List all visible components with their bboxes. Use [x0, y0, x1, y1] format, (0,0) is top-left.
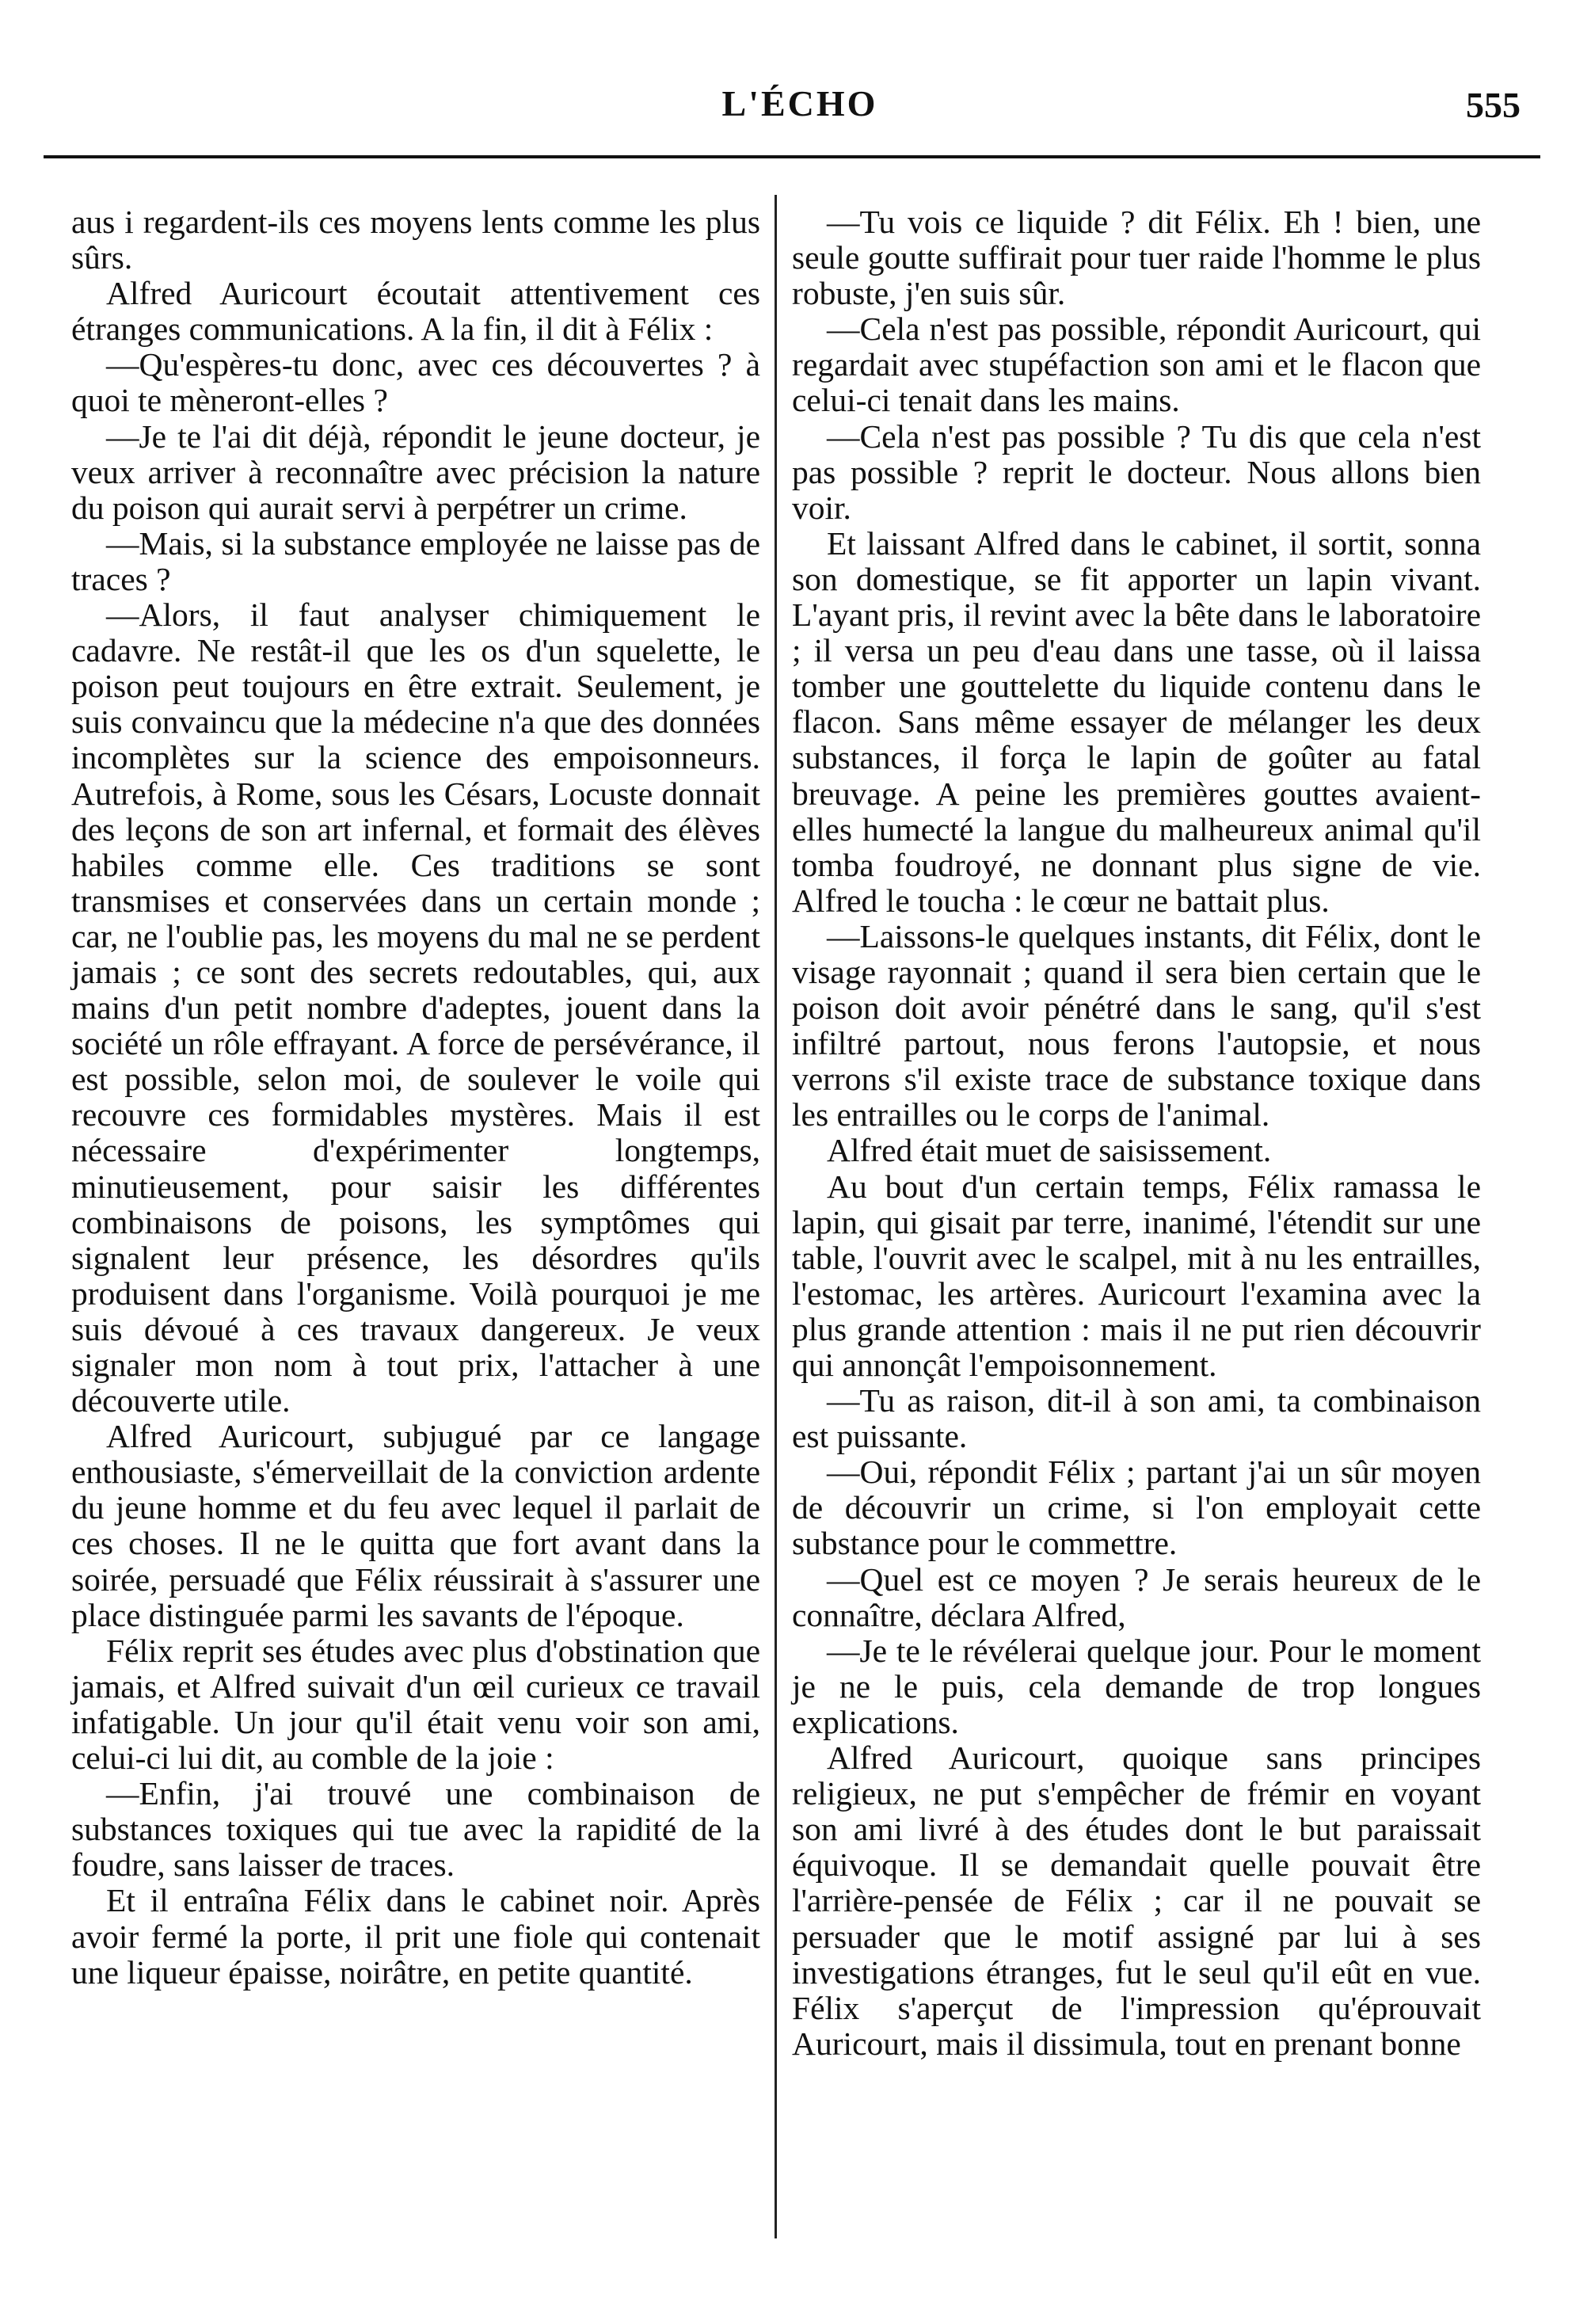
- paragraph: —Je te le révélerai quelque jour. Pour le moment je ne le puis, cela demande de trop longues explications.: [792, 1632, 1481, 1740]
- header-rule: [44, 155, 1540, 158]
- paragraph: Alfred Auricourt, subjugué par ce langage enthousiaste, s'émerveillait de la conviction ardente du jeune homme et du feu avec lequel il parlait de ces choses. Il ne le quitta que fort avant dans la soirée, persuadé que Félix réussirait à s'assurer une place distinguée parmi les savants de l'époque.: [71, 1418, 760, 1633]
- paragraph: Alfred Auricourt, quoique sans principes religieux, ne put s'empêcher de frémir en voyant son ami livré à des études dont le but paraissait équivoque. Il se demandait quelle pouvait être l'arrière-pensée de Félix ; car il ne pouvait se persuader que le motif assigné par lui à ses investigations étranges, fut le seul qu'il eût en vue. Félix s'aperçut de l'impression qu'éprouvait Auricourt, mais il dissimula, tout en prenant bonne: [792, 1739, 1481, 2062]
- right-column: [792, 204, 1481, 2062]
- paragraph: —Enfin, j'ai trouvé une combinaison de substances toxiques qui tue avec la rapidité de la foudre, sans laisser de traces.: [71, 1775, 760, 1884]
- paragraph: —Laissons-le quelques instants, dit Félix, dont le visage rayonnait ; quand il sera bien certain que le poison doit avoir pénétré dans le sang, qu'il s'est infiltré partout, nous ferons l'autopsie, et nous verrons s'il existe trace de substance toxique dans les entrailles ou le corps de l'animal.: [792, 917, 1481, 1133]
- page-title: L'ÉCHO: [721, 83, 878, 124]
- page-number: 555: [1466, 85, 1521, 125]
- paragraph: —Qu'espères-tu donc, avec ces découvertes ? à quoi te mèneront-elles ?: [71, 346, 760, 419]
- paragraph: —Tu as raison, dit-il à son ami, ta combinaison est puissante.: [792, 1382, 1481, 1455]
- paragraph: aus i regardent-ils ces moyens lents comme les plus sûrs.: [71, 204, 760, 276]
- paragraph: —Mais, si la substance employée ne laisse pas de traces ?: [71, 524, 760, 597]
- paragraph: —Tu vois ce liquide ? dit Félix. Eh ! bien, une seule goutte suffirait pour tuer raide l'homme le plus robuste, j'en suis sûr.: [792, 204, 1481, 312]
- paragraph: Alfred était muet de saisissement.: [827, 1132, 1272, 1169]
- paragraph: —Oui, répondit Félix ; partant j'ai un sûr moyen de découvrir un crime, si l'on employait cette substance pour le commettre.: [792, 1453, 1481, 1562]
- paragraph: Au bout d'un certain temps, Félix ramassa le lapin, qui gisait par terre, inanimé, l'étendit sur une table, l'ouvrit avec le scalpel, mit à nu les entrailles, l'estomac, les artères. Auricourt l'examina avec la plus grande attention : mais il ne put rien découvrir qui annonçât l'empoisonnement.: [792, 1168, 1481, 1383]
- paragraph: —Cela n'est pas possible, répondit Auricourt, qui regardait avec stupéfaction son ami et le flacon que celui-ci tenait dans les mains.: [792, 311, 1481, 419]
- paragraph: Félix reprit ses études avec plus d'obstination que jamais, et Alfred suivait d'un œil curieux ce travail infatigable. Un jour qu'il était venu voir son ami, celui-ci lui dit, au comble de la joie :: [71, 1632, 760, 1777]
- paragraph: —Quel est ce moyen ? Je serais heureux de le connaître, déclara Alfred,: [792, 1560, 1481, 1633]
- paragraph: Alfred Auricourt écoutait attentivement ces étranges communications. A la fin, il dit à Félix :: [71, 275, 760, 348]
- left-column: [71, 204, 760, 1991]
- paragraph: —Cela n'est pas possible ? Tu dis que cela n'est pas possible ? reprit le docteur. Nous allons bien voir.: [792, 417, 1481, 526]
- paragraph: —Alors, il faut analyser chimiquement le cadavre. Ne restât-il que les os d'un squelette, le poison peut toujours en être extrait. Seulement, je suis convaincu que la médecine n'a que des données incomplètes sur la science des empoisonneurs. Autrefois, à Rome, sous les Césars, Locuste donnait des leçons de son art infernal, et formait des élèves habiles comme elle. Ces traditions se sont transmises et conservées dans un certain monde ; car, ne l'oublie pas, les moyens du mal ne se perdent jamais ; ce sont des secrets redoutables, qui, aux mains d'un petit nombre d'adeptes, jouent dans la société un rôle effrayant. A force de persévérance, il est possible, selon moi, de soulever le voile qui recouvre ces formidables mystères. Mais il est nécessaire d'expérimenter longtemps, minutieusement, pour saisir les différentes combinaisons de poisons, les symptômes qui signalent leur présence, les désordres qu'ils produisent dans l'organisme. Voilà pourquoi je me suis dévoué à ces travaux dangereux. Je veux signaler mon nom à tout prix, l'attacher à une découverte utile.: [71, 596, 760, 1419]
- column-divider: [775, 195, 777, 2238]
- paragraph: Et laissant Alfred dans le cabinet, il sortit, sonna son domestique, se fit apporter un lapin vivant. L'ayant pris, il revint avec la bête dans le laboratoire ; il versa un peu d'eau dans une tasse, où il laissa tomber une gouttelette du liquide contenu dans le flacon. Sans même essayer de mélanger les deux substances, il força le lapin de goûter au fatal breuvage. A peine les premières gouttes avaient-elles humecté la langue du malheureux animal qu'il tomba foudroyé, ne donnant plus signe de vie. Alfred le toucha : le cœur ne battait plus.: [792, 524, 1481, 919]
- paragraph: Et il entraîna Félix dans le cabinet noir. Après avoir fermé la porte, il prit une fiole qui contenait une liqueur épaisse, noirâtre, en petite quantité.: [71, 1882, 760, 1991]
- paragraph: —Je te l'ai dit déjà, répondit le jeune docteur, je veux arriver à reconnaître avec précision la nature du poison qui aurait servi à perpétrer un crime.: [71, 417, 760, 526]
- page-header: [63, 82, 1536, 138]
